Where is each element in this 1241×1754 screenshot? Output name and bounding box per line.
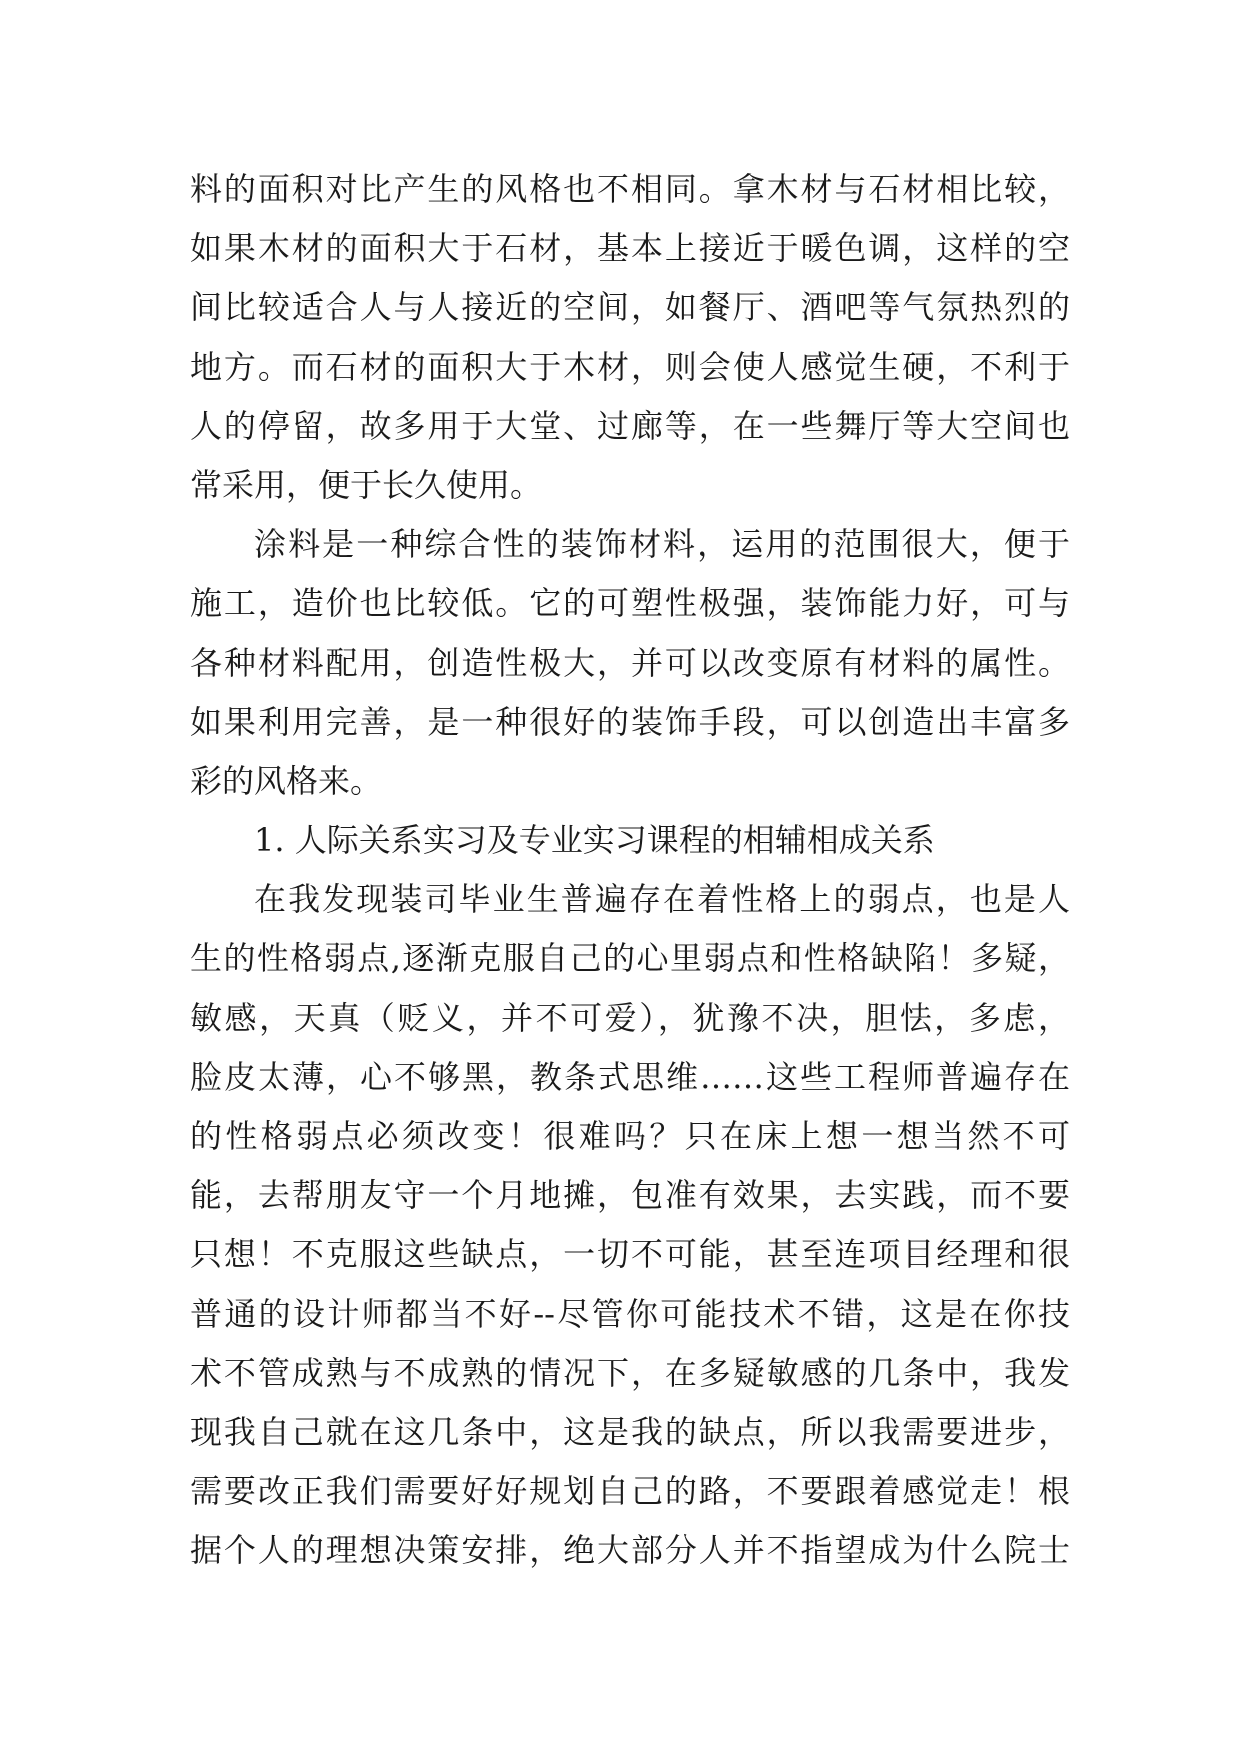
text-line: 只想！不克服这些缺点，一切不可能，甚至连项目经理和很 — [190, 1235, 1070, 1274]
text-line: 现我自己就在这几条中，这是我的缺点，所以我需要进步， — [190, 1412, 1070, 1451]
text-line: 人的停留，故多用于大堂、过廊等，在一些舞厅等大空间也 — [190, 406, 1070, 445]
text-line: 术不管成熟与不成熟的情况下，在多疑敏感的几条中，我发 — [190, 1353, 1070, 1392]
section-heading: 1. 人际关系实习及专业实习课程的相辅相成关系 — [254, 821, 935, 860]
document-body — [190, 160, 1070, 1581]
text-line: 在我发现装司毕业生普遍存在着性格上的弱点，也是人 — [254, 880, 1070, 919]
text-line: 各种材料配用，创造性极大，并可以改变原有材料的属性。 — [190, 643, 1070, 682]
text-line: 敏感，天真（贬义，并不可爱），犹豫不决，胆怯，多虑， — [190, 998, 1070, 1037]
text-line: 据个人的理想决策安排，绝大部分人并不指望成为什么院士 — [190, 1531, 1070, 1570]
text-line: 生的性格弱点,逐渐克服自己的心里弱点和性格缺陷！多疑， — [190, 939, 1070, 978]
text-line: 的性格弱点必须改变！很难吗？只在床上想一想当然不可 — [190, 1117, 1070, 1155]
text-line: 间比较适合人与人接近的空间，如餐厅、酒吧等气氛热烈的 — [190, 288, 1070, 327]
text-line: 施工，造价也比较低。它的可塑性极强，装饰能力好，可与 — [190, 584, 1070, 623]
text-line: 脸皮太薄，心不够黑，教条式思维……这些工程师普遍存在 — [190, 1057, 1070, 1096]
text-line: 涂料是一种综合性的装饰材料，运用的范围很大，便于 — [254, 525, 1070, 564]
text-line: 地方。而石材的面积大于木材，则会使人感觉生硬，不利于 — [190, 347, 1070, 386]
paragraph-personality-weaknesses — [190, 870, 1070, 1580]
text-line: 需要改正我们需要好好规划自己的路，不要跟着感觉走！根 — [190, 1472, 1070, 1511]
text-line: 能，去帮朋友守一个月地摊，包准有效果，去实践，而不要 — [190, 1176, 1070, 1215]
paragraph-coatings — [190, 515, 1070, 811]
paragraph-materials-wood-stone — [190, 160, 1070, 515]
text-line: 常采用，便于长久使用。 — [190, 465, 543, 504]
text-line: 普通的设计师都当不好--尽管你可能技术不错，这是在你技 — [190, 1294, 1070, 1333]
text-line: 彩的风格来。 — [190, 761, 383, 800]
section-heading-1 — [190, 811, 1070, 870]
text-line: 如果木材的面积大于石材，基本上接近于暖色调，这样的空 — [190, 229, 1070, 268]
text-line: 料的面积对比产生的风格也不相同。拿木材与石材相比较， — [190, 170, 1070, 208]
text-line: 如果利用完善，是一种很好的装饰手段，可以创造出丰富多 — [190, 702, 1070, 741]
